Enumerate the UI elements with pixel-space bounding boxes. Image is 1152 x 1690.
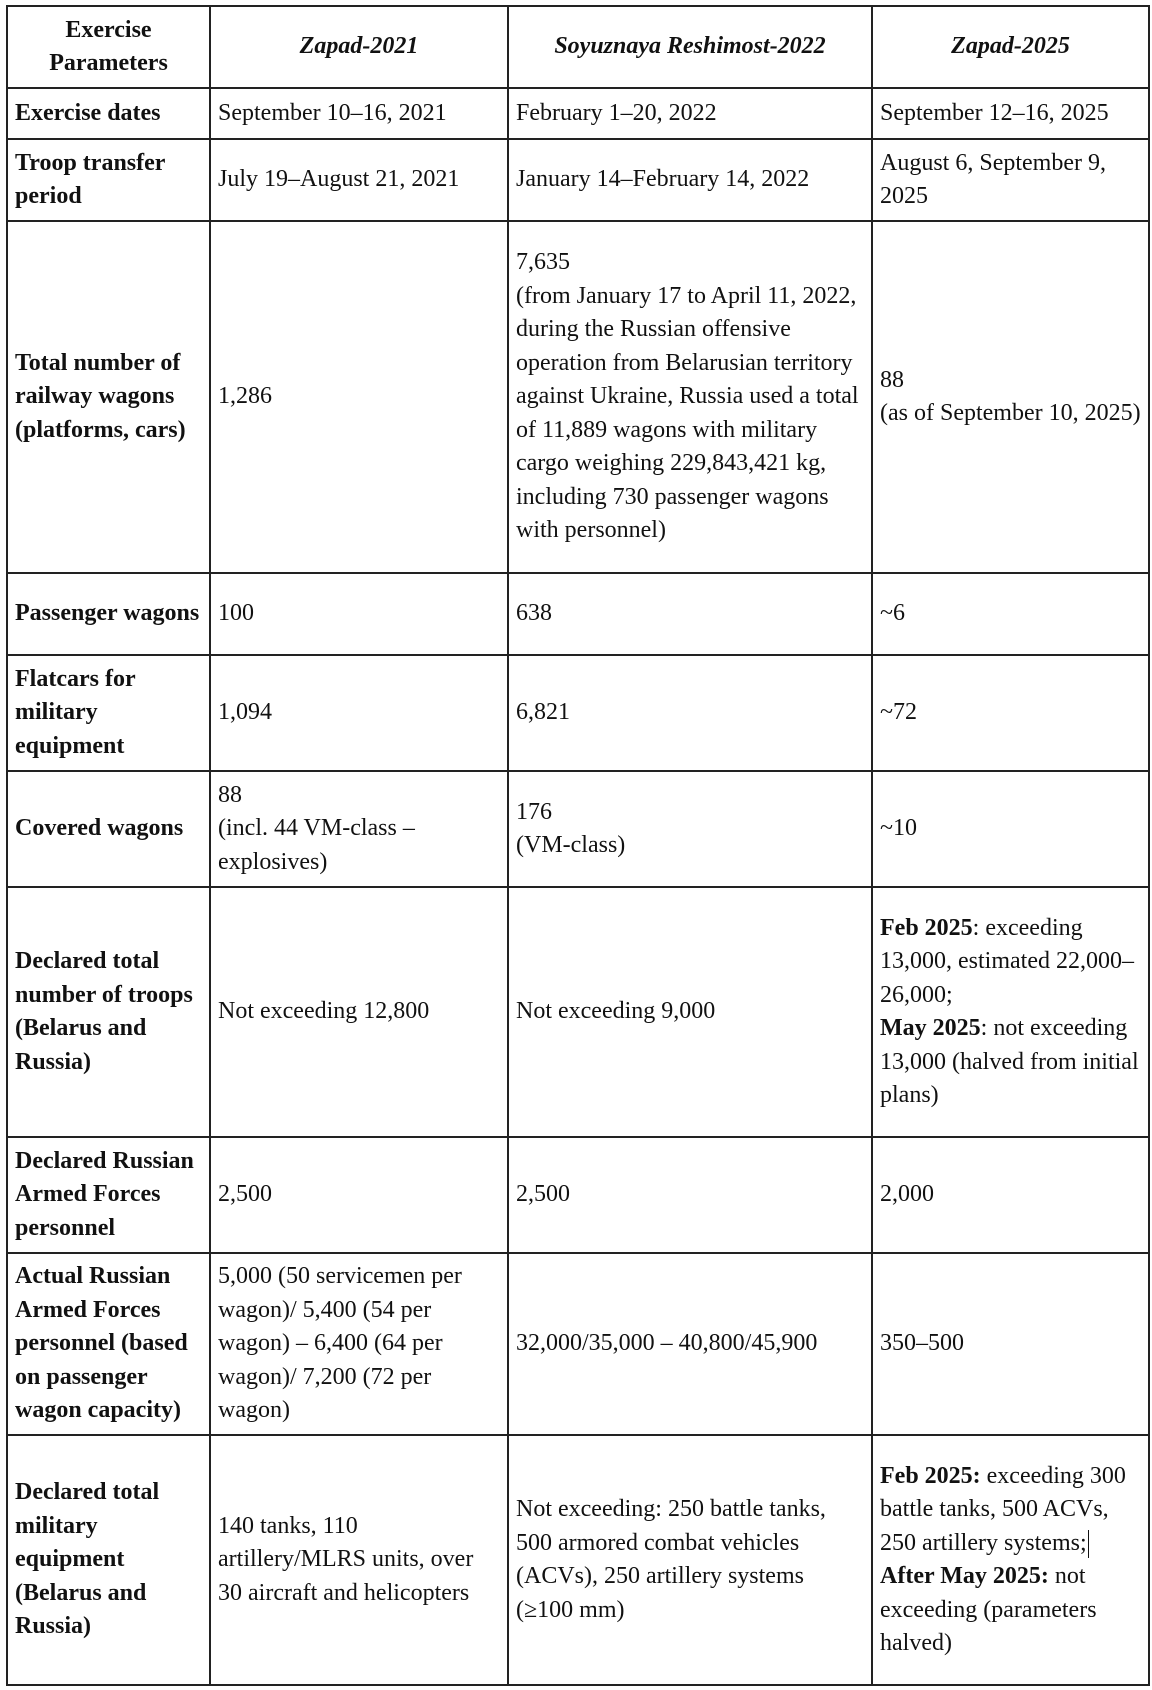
header-zapad-2025: Zapad-2025	[872, 6, 1149, 88]
header-exercise-parameters: Exercise Parameters	[7, 6, 210, 88]
cell-zapad-2021: 140 tanks, 110 artillery/MLRS units, over 30 aircraft and helicopters	[210, 1435, 508, 1685]
cell-zapad-2021: July 19–August 21, 2021	[210, 139, 508, 221]
cell-text: : not exceeding 13,000 (halved from initial plans)	[880, 1015, 1139, 1108]
header-zapad-2021: Zapad-2021	[210, 6, 508, 88]
table-row	[7, 1435, 1149, 1685]
table-row	[7, 139, 1149, 221]
cell-paragraph	[880, 1560, 1141, 1661]
cell-value: 7,635	[516, 249, 570, 276]
cell-paragraph	[880, 1460, 1141, 1561]
cell-text: not exceeding (parameters halved)	[880, 1563, 1097, 1656]
cell-note: (VM-class)	[516, 832, 626, 858]
cell-zapad-2025: 350–500	[872, 1253, 1149, 1435]
cell-reshimost-2022: February 1–20, 2022	[508, 88, 872, 139]
cell-zapad-2025	[872, 1435, 1149, 1685]
cell-zapad-2021: Not exceeding 12,800	[210, 887, 508, 1137]
cell-zapad-2021: 1,286	[210, 221, 508, 573]
table-row	[7, 887, 1149, 1137]
cell-zapad-2021	[210, 771, 508, 887]
cell-zapad-2021: 2,500	[210, 1137, 508, 1253]
cell-zapad-2025	[872, 887, 1149, 1137]
table-row	[7, 1253, 1149, 1435]
exercise-comparison-table	[6, 5, 1150, 1686]
row-label-exercise-dates: Exercise dates	[7, 88, 210, 139]
row-label-declared-russian-personnel: Declared Russian Armed Forces personnel	[7, 1137, 210, 1253]
date-label: Feb 2025	[880, 914, 973, 941]
cell-reshimost-2022: Not exceeding: 250 battle tanks, 500 armored combat vehicles (ACVs), 250 artillery systems (≥100 mm)	[508, 1435, 872, 1685]
date-label: May 2025	[880, 1015, 981, 1041]
cell-value: 88	[880, 366, 904, 393]
row-label-military-equipment: Declared total military equipment (Belarus and Russia)	[7, 1435, 210, 1685]
row-label-flatcars: Flatcars for military equipment	[7, 655, 210, 771]
cell-text: : exceeding 13,000, estimated 22,000–26,000;	[880, 914, 1134, 1008]
row-label-railway-wagons: Total number of railway wagons (platforms, cars)	[7, 221, 210, 573]
cell-reshimost-2022	[508, 221, 872, 573]
cell-zapad-2021: 1,094	[210, 655, 508, 771]
cell-zapad-2025: ~72	[872, 655, 1149, 771]
table-row	[7, 573, 1149, 655]
row-label-actual-russian-personnel: Actual Russian Armed Forces personnel (based on passenger wagon capacity)	[7, 1253, 210, 1435]
table-row	[7, 1137, 1149, 1253]
cell-reshimost-2022: 6,821	[508, 655, 872, 771]
cell-value: 88	[218, 781, 242, 808]
cell-note: (as of September 10, 2025)	[880, 400, 1141, 426]
cell-zapad-2021: 100	[210, 573, 508, 655]
cell-zapad-2025	[872, 221, 1149, 573]
cell-text: exceeding 300 battle tanks, 500 ACVs, 250 artillery systems;	[880, 1462, 1126, 1556]
cell-zapad-2025: ~10	[872, 771, 1149, 887]
cell-value: 176	[516, 798, 552, 825]
header-soyuznaya-reshimost-2022: Soyuznaya Reshimost-2022	[508, 6, 872, 88]
cell-zapad-2025: August 6, September 9, 2025	[872, 139, 1149, 221]
cell-paragraph	[880, 912, 1141, 1013]
cell-reshimost-2022: 32,000/35,000 – 40,800/45,900	[508, 1253, 872, 1435]
cell-note: (from January 17 to April 11, 2022, during the Russian offensive operation from Belarusian territory against Ukraine, Russia used a total of 11,889 wagons with military cargo weighing 229,843,421 kg, including 730 passenger wagons with personnel)	[516, 282, 859, 544]
cell-paragraph	[880, 1012, 1141, 1113]
text-cursor	[1088, 1530, 1089, 1558]
date-label: After May 2025:	[880, 1563, 1049, 1589]
cell-reshimost-2022: 2,500	[508, 1137, 872, 1253]
table-row	[7, 771, 1149, 887]
table-row	[7, 88, 1149, 139]
date-label: Feb 2025:	[880, 1462, 981, 1489]
row-label-declared-troops: Declared total number of troops (Belarus and Russia)	[7, 887, 210, 1137]
table-row	[7, 655, 1149, 771]
document-page	[6, 5, 1148, 1686]
cell-zapad-2025: September 12–16, 2025	[872, 88, 1149, 139]
header-row	[7, 6, 1149, 88]
row-label-troop-transfer: Troop transfer period	[7, 139, 210, 221]
cell-reshimost-2022: January 14–February 14, 2022	[508, 139, 872, 221]
cell-zapad-2025: ~6	[872, 573, 1149, 655]
row-label-covered-wagons: Covered wagons	[7, 771, 210, 887]
cell-reshimost-2022: Not exceeding 9,000	[508, 887, 872, 1137]
cell-zapad-2021: 5,000 (50 servicemen per wagon)/ 5,400 (54 per wagon) – 6,400 (64 per wagon)/ 7,200 (72 per wagon)	[210, 1253, 508, 1435]
table-row	[7, 221, 1149, 573]
cell-zapad-2025: 2,000	[872, 1137, 1149, 1253]
cell-zapad-2021: September 10–16, 2021	[210, 88, 508, 139]
cell-note: (incl. 44 VM-class – explosives)	[218, 815, 415, 875]
cell-reshimost-2022	[508, 771, 872, 887]
row-label-passenger-wagons: Passenger wagons	[7, 573, 210, 655]
cell-reshimost-2022: 638	[508, 573, 872, 655]
